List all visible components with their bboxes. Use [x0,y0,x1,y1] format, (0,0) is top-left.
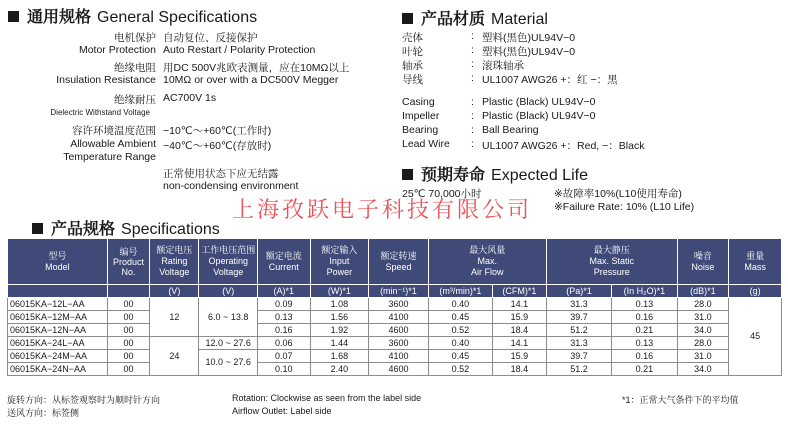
cell-product-no: 00 [107,363,149,376]
unit-airflow-m3: (m³/min)*1 [428,285,492,298]
cell-power: 1.08 [310,298,368,311]
cell-airflow-m3: 0.45 [428,311,492,324]
spec-title: 产品规格 Specifications [32,216,220,239]
cell-airflow-m3: 0.45 [428,350,492,363]
unit-noise: (dB)*1 [677,285,729,298]
cell-pressure-pa: 39.7 [546,350,611,363]
cell-pressure-inh2o: 0.16 [612,311,677,324]
value-motor-protection-cn: 自动复位、反接保护 [163,32,258,44]
cell-airflow-m3: 0.52 [428,324,492,337]
value-temp-storage: −40℃～+60℃(存放时) [163,140,272,152]
material-value-casing-cn: 塑料(黑色)UL94V−0 [482,32,576,44]
cell-noise: 28.0 [677,337,729,350]
cell-mass: 45 [729,298,782,376]
unit-operating-voltage: (V) [199,285,257,298]
cell-power: 1.56 [310,311,368,324]
cell-product-no: 00 [107,337,149,350]
general-spec-labels [0,0,156,180]
square-bullet-icon [32,223,43,234]
material-value-bearing-cn: 滚珠轴承 [482,60,524,72]
unit-mass: (g) [729,285,782,298]
cell-pressure-pa: 39.7 [546,311,611,324]
unit-airflow-cfm: (CFM)*1 [492,285,546,298]
material-label-impeller-cn: 叶轮 [402,46,423,58]
label-motor-protection-en: Motor Protection [78,44,156,56]
table-row [8,363,782,376]
general-spec-title: 通用规格 General Specifications [8,4,257,27]
header-speed: 额定转速 Speed [369,239,429,285]
cell-model: 06015KA−24L−AA [8,337,108,350]
label-temp-cn: 容许环境温度范围 [72,125,156,137]
header-product-no: 编号 Product No. [107,239,149,285]
header-input-power: 额定输入 Input Power [310,239,368,285]
cell-noise: 34.0 [677,363,729,376]
cell-operating-voltage: 6.0 ~ 13.8 [199,298,257,337]
value-dielectric: AC700V 1s [163,92,217,104]
header-rated-voltage: 额定电压 Rating Voltage [150,239,199,285]
cell-current: 0.13 [257,311,310,324]
label-temp-en-2: Temperature Range [63,151,156,163]
unit-rated-voltage: (V) [150,285,199,298]
label-insulation-en: Insulation Resistance [56,74,156,86]
cell-pressure-inh2o: 0.13 [612,298,677,311]
footer-rotation-en: Rotation: Clockwise as seen from the label side [232,393,422,403]
cell-airflow-cfm: 15.9 [492,350,546,363]
value-motor-protection-en: Auto Restart / Polarity Protection [163,44,316,56]
cell-model: 06015KA−12N−AA [8,324,108,337]
value-insulation-cn: 用DC 500V兆欧表测量，应在10MΩ以上 [163,62,350,74]
cell-product-no: 00 [107,350,149,363]
unit-current: (A)*1 [257,285,310,298]
material-value-impeller-en: Plastic (Black) UL94V−0 [482,110,596,122]
cell-current: 0.16 [257,324,310,337]
life-condition: 25℃ 70,000小时 [402,188,482,200]
cell-rated-voltage: 24 [150,337,199,376]
cell-model: 06015KA−12L−AA [8,298,108,311]
table-row [8,298,782,311]
header-mass: 重量 Mass [729,239,782,285]
material-label-casing-cn: 壳体 [402,32,423,44]
cell-current: 0.09 [257,298,310,311]
footer-airflow-en: Airflow Outlet: Label side [232,406,332,416]
cell-pressure-inh2o: 0.21 [612,324,677,337]
cell-product-no: 00 [107,298,149,311]
cell-current: 0.06 [257,337,310,350]
label-insulation-cn: 绝缘电阻 [114,62,156,74]
spec-header-row [8,239,782,285]
value-insulation-en: 10MΩ or over with a DC500V Megger [163,74,339,86]
material-title: 产品材质 Material [402,6,548,29]
material-value-bearing-en: Ball Bearing [482,124,539,136]
cell-power: 1.68 [310,350,368,363]
footer-note: *1：正常大气条件下的平均值 [622,395,739,405]
label-dielectric-en: Dielectric Withstand Voltage [50,108,150,117]
note-condensing-cn: 正常使用状态下应无结露 [163,168,279,180]
material-label-impeller-en: Impeller [402,110,440,122]
material-value-wire-cn: UL1007 AWG26 +：红 −：黑 [482,74,618,86]
header-noise: 噪音 Noise [677,239,729,285]
cell-airflow-m3: 0.40 [428,337,492,350]
cell-pressure-pa: 31.3 [546,337,611,350]
note-condensing-en: non-condensing environment [163,180,299,192]
footer-airflow-cn: 送风方向：标签侧 [7,408,80,418]
cell-pressure-pa: 51.2 [546,363,611,376]
cell-pressure-pa: 31.3 [546,298,611,311]
cell-noise: 31.0 [677,350,729,363]
header-current: 额定电流 Current [257,239,310,285]
table-row [8,337,782,350]
square-bullet-icon [402,169,413,180]
cell-rated-voltage: 12 [150,298,199,337]
cell-current: 0.10 [257,363,310,376]
header-air-flow: 最大风量 Max. Air Flow [428,239,546,285]
cell-pressure-inh2o: 0.13 [612,337,677,350]
cell-speed: 4100 [369,311,429,324]
cell-power: 2.40 [310,363,368,376]
cell-speed: 4600 [369,363,429,376]
square-bullet-icon [402,13,413,24]
cell-model: 06015KA−12M−AA [8,311,108,324]
material-label-wire-cn: 导线 [402,74,423,86]
header-model: 型号 Model [8,239,108,285]
label-motor-protection-cn: 电机保护 [114,32,156,44]
cell-noise: 31.0 [677,311,729,324]
cell-pressure-inh2o: 0.16 [612,350,677,363]
cell-speed: 3600 [369,337,429,350]
unit-power: (W)*1 [310,285,368,298]
table-row [8,311,782,324]
value-temp-operating: −10℃～+60℃(工作时) [163,125,272,137]
cell-pressure-inh2o: 0.21 [612,363,677,376]
cell-power: 1.92 [310,324,368,337]
footer-rotation-cn: 旋转方向：从标签观察时为顺时针方向 [7,395,161,405]
cell-speed: 3600 [369,298,429,311]
material-label-bearing-en: Bearing [402,124,439,136]
cell-product-no: 00 [107,311,149,324]
cell-pressure-pa: 51.2 [546,324,611,337]
cell-operating-voltage: 10.0 ~ 27.6 [199,350,257,376]
life-note-cn: ※故障率10%(L10使用寿命) [554,188,682,200]
life-note-en: ※Failure Rate: 10% (L10 Life) [554,201,695,213]
cell-current: 0.07 [257,350,310,363]
material-value-impeller-cn: 塑料(黑色)UL94V−0 [482,46,576,58]
expected-life-title: 预期寿命 Expected Life [402,162,588,185]
cell-power: 1.44 [310,337,368,350]
cell-airflow-cfm: 18.4 [492,324,546,337]
header-operating-voltage: 工作电压范围 Operating Voltage [199,239,257,285]
cell-airflow-m3: 0.40 [428,298,492,311]
label-dielectric-cn: 绝缘耐压 [114,94,156,106]
material-label-wire-en: Lead Wire [402,138,450,150]
cell-model: 06015KA−24M−AA [8,350,108,363]
header-static-pressure: 最大静压 Max. Static Pressure [546,239,677,285]
cell-airflow-cfm: 14.1 [492,298,546,311]
cell-airflow-m3: 0.52 [428,363,492,376]
cell-noise: 28.0 [677,298,729,311]
spec-table [7,238,782,376]
material-value-casing-en: Plastic (Black) UL94V−0 [482,96,596,108]
cell-product-no: 00 [107,324,149,337]
cell-airflow-cfm: 15.9 [492,311,546,324]
material-label-casing-en: Casing [402,96,435,108]
cell-operating-voltage: 12.0 ~ 27.6 [199,337,257,350]
table-row [8,324,782,337]
unit-pressure-pa: (Pa)*1 [546,285,611,298]
table-row [8,350,782,363]
cell-airflow-cfm: 14.1 [492,337,546,350]
material-value-wire-en: UL1007 AWG26 +：Red, −：Black [482,140,645,152]
spec-unit-row [8,285,782,298]
unit-speed: (min⁻¹)*1 [369,285,429,298]
material-label-bearing-cn: 轴承 [402,60,423,72]
label-temp-en-1: Allowable Ambient [70,138,156,150]
cell-noise: 34.0 [677,324,729,337]
cell-airflow-cfm: 18.4 [492,363,546,376]
company-watermark: 上海孜跃电子科技有限公司 [232,198,533,223]
cell-model: 06015KA−24N−AA [8,363,108,376]
cell-speed: 4600 [369,324,429,337]
cell-speed: 4100 [369,350,429,363]
unit-pressure-inh2o: (In H₂O)*1 [612,285,677,298]
